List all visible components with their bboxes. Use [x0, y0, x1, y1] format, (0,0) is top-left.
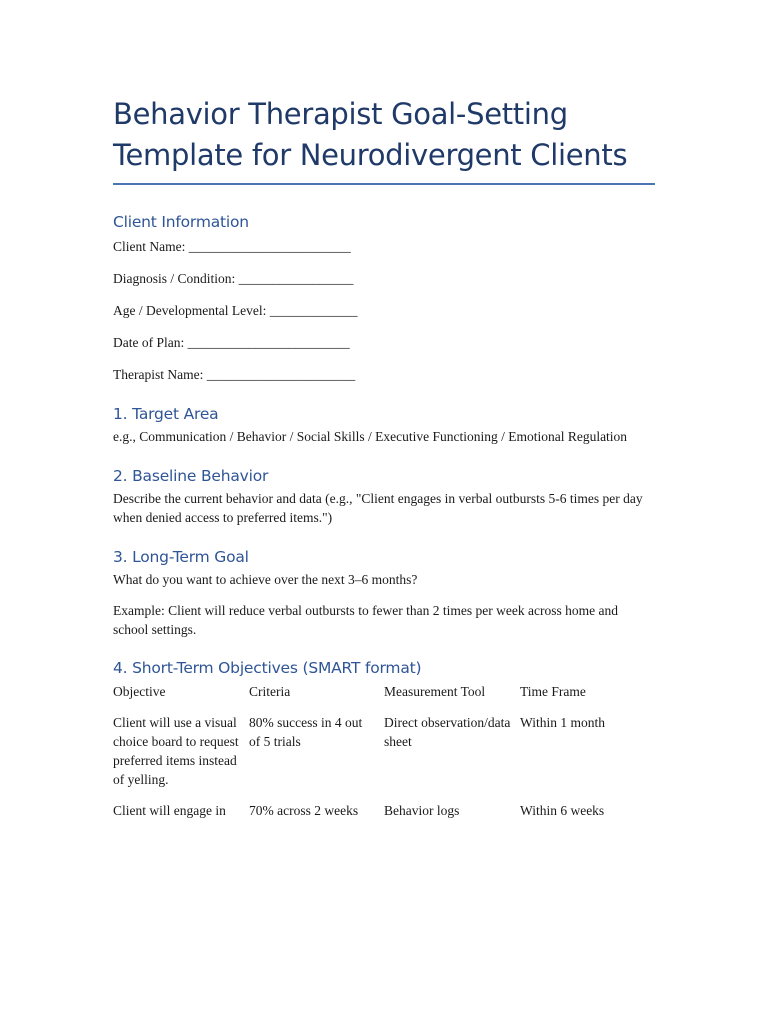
document-page	[113, 94, 655, 832]
document-title-line-1: Behavior Therapist Goal-Setting	[113, 97, 568, 131]
measurement-tool-cell: Direct observation/data sheet	[384, 715, 511, 749]
column-header-measurement-tool: Measurement Tool	[384, 684, 486, 699]
baseline-behavior-section	[113, 467, 655, 527]
long-term-goal-heading: 3. Long-Term Goal	[113, 548, 249, 566]
table-row	[113, 801, 655, 832]
short-term-objectives-heading: 4. Short-Term Objectives (SMART format)	[113, 659, 422, 677]
table-row	[113, 713, 655, 801]
objectives-table	[113, 682, 655, 832]
document-title	[113, 94, 655, 176]
long-term-goal-section	[113, 548, 655, 639]
age-level-field: Age / Developmental Level: _____________	[113, 303, 358, 318]
date-of-plan-field: Date of Plan: ________________________	[113, 335, 350, 350]
column-header-time-frame: Time Frame	[520, 684, 586, 699]
long-term-goal-example: Example: Client will reduce verbal outbursts to fewer than 2 times per week across home and school settings.	[113, 603, 618, 637]
diagnosis-field: Diagnosis / Condition: _________________	[113, 271, 354, 286]
target-area-text: e.g., Communication / Behavior / Social Skills / Executive Functioning / Emotional Regulation	[113, 429, 628, 444]
time-frame-cell: Within 1 month	[520, 715, 605, 730]
therapist-name-field: Therapist Name: ______________________	[113, 367, 356, 382]
criteria-cell: 70% across 2 weeks	[249, 803, 359, 818]
objectives-table-header-row	[113, 682, 655, 713]
client-information-heading: Client Information	[113, 213, 249, 231]
client-information-section	[113, 213, 655, 384]
measurement-tool-cell: Behavior logs	[384, 803, 460, 818]
baseline-behavior-heading: 2. Baseline Behavior	[113, 467, 269, 485]
client-name-field: Client Name: ________________________	[113, 239, 351, 254]
column-header-criteria: Criteria	[249, 684, 291, 699]
criteria-cell: 80% success in 4 out of 5 trials	[249, 715, 363, 749]
objective-cell: Client will use a visual choice board to request preferred items instead of yelling.	[113, 715, 239, 787]
long-term-goal-text: What do you want to achieve over the next 3–6 months?	[113, 572, 418, 587]
column-header-objective: Objective	[113, 684, 166, 699]
title-divider	[113, 183, 655, 185]
baseline-behavior-text: Describe the current behavior and data (e.g., "Client engages in verbal outbursts 5-6 times per day when denied access to preferred items.")	[113, 491, 643, 525]
short-term-objectives-section	[113, 659, 655, 832]
target-area-section	[113, 405, 655, 446]
time-frame-cell: Within 6 weeks	[520, 803, 605, 818]
objective-cell: Client will engage in	[113, 803, 226, 818]
target-area-heading: 1. Target Area	[113, 405, 219, 423]
document-title-line-2: Template for Neurodivergent Clients	[113, 138, 628, 172]
